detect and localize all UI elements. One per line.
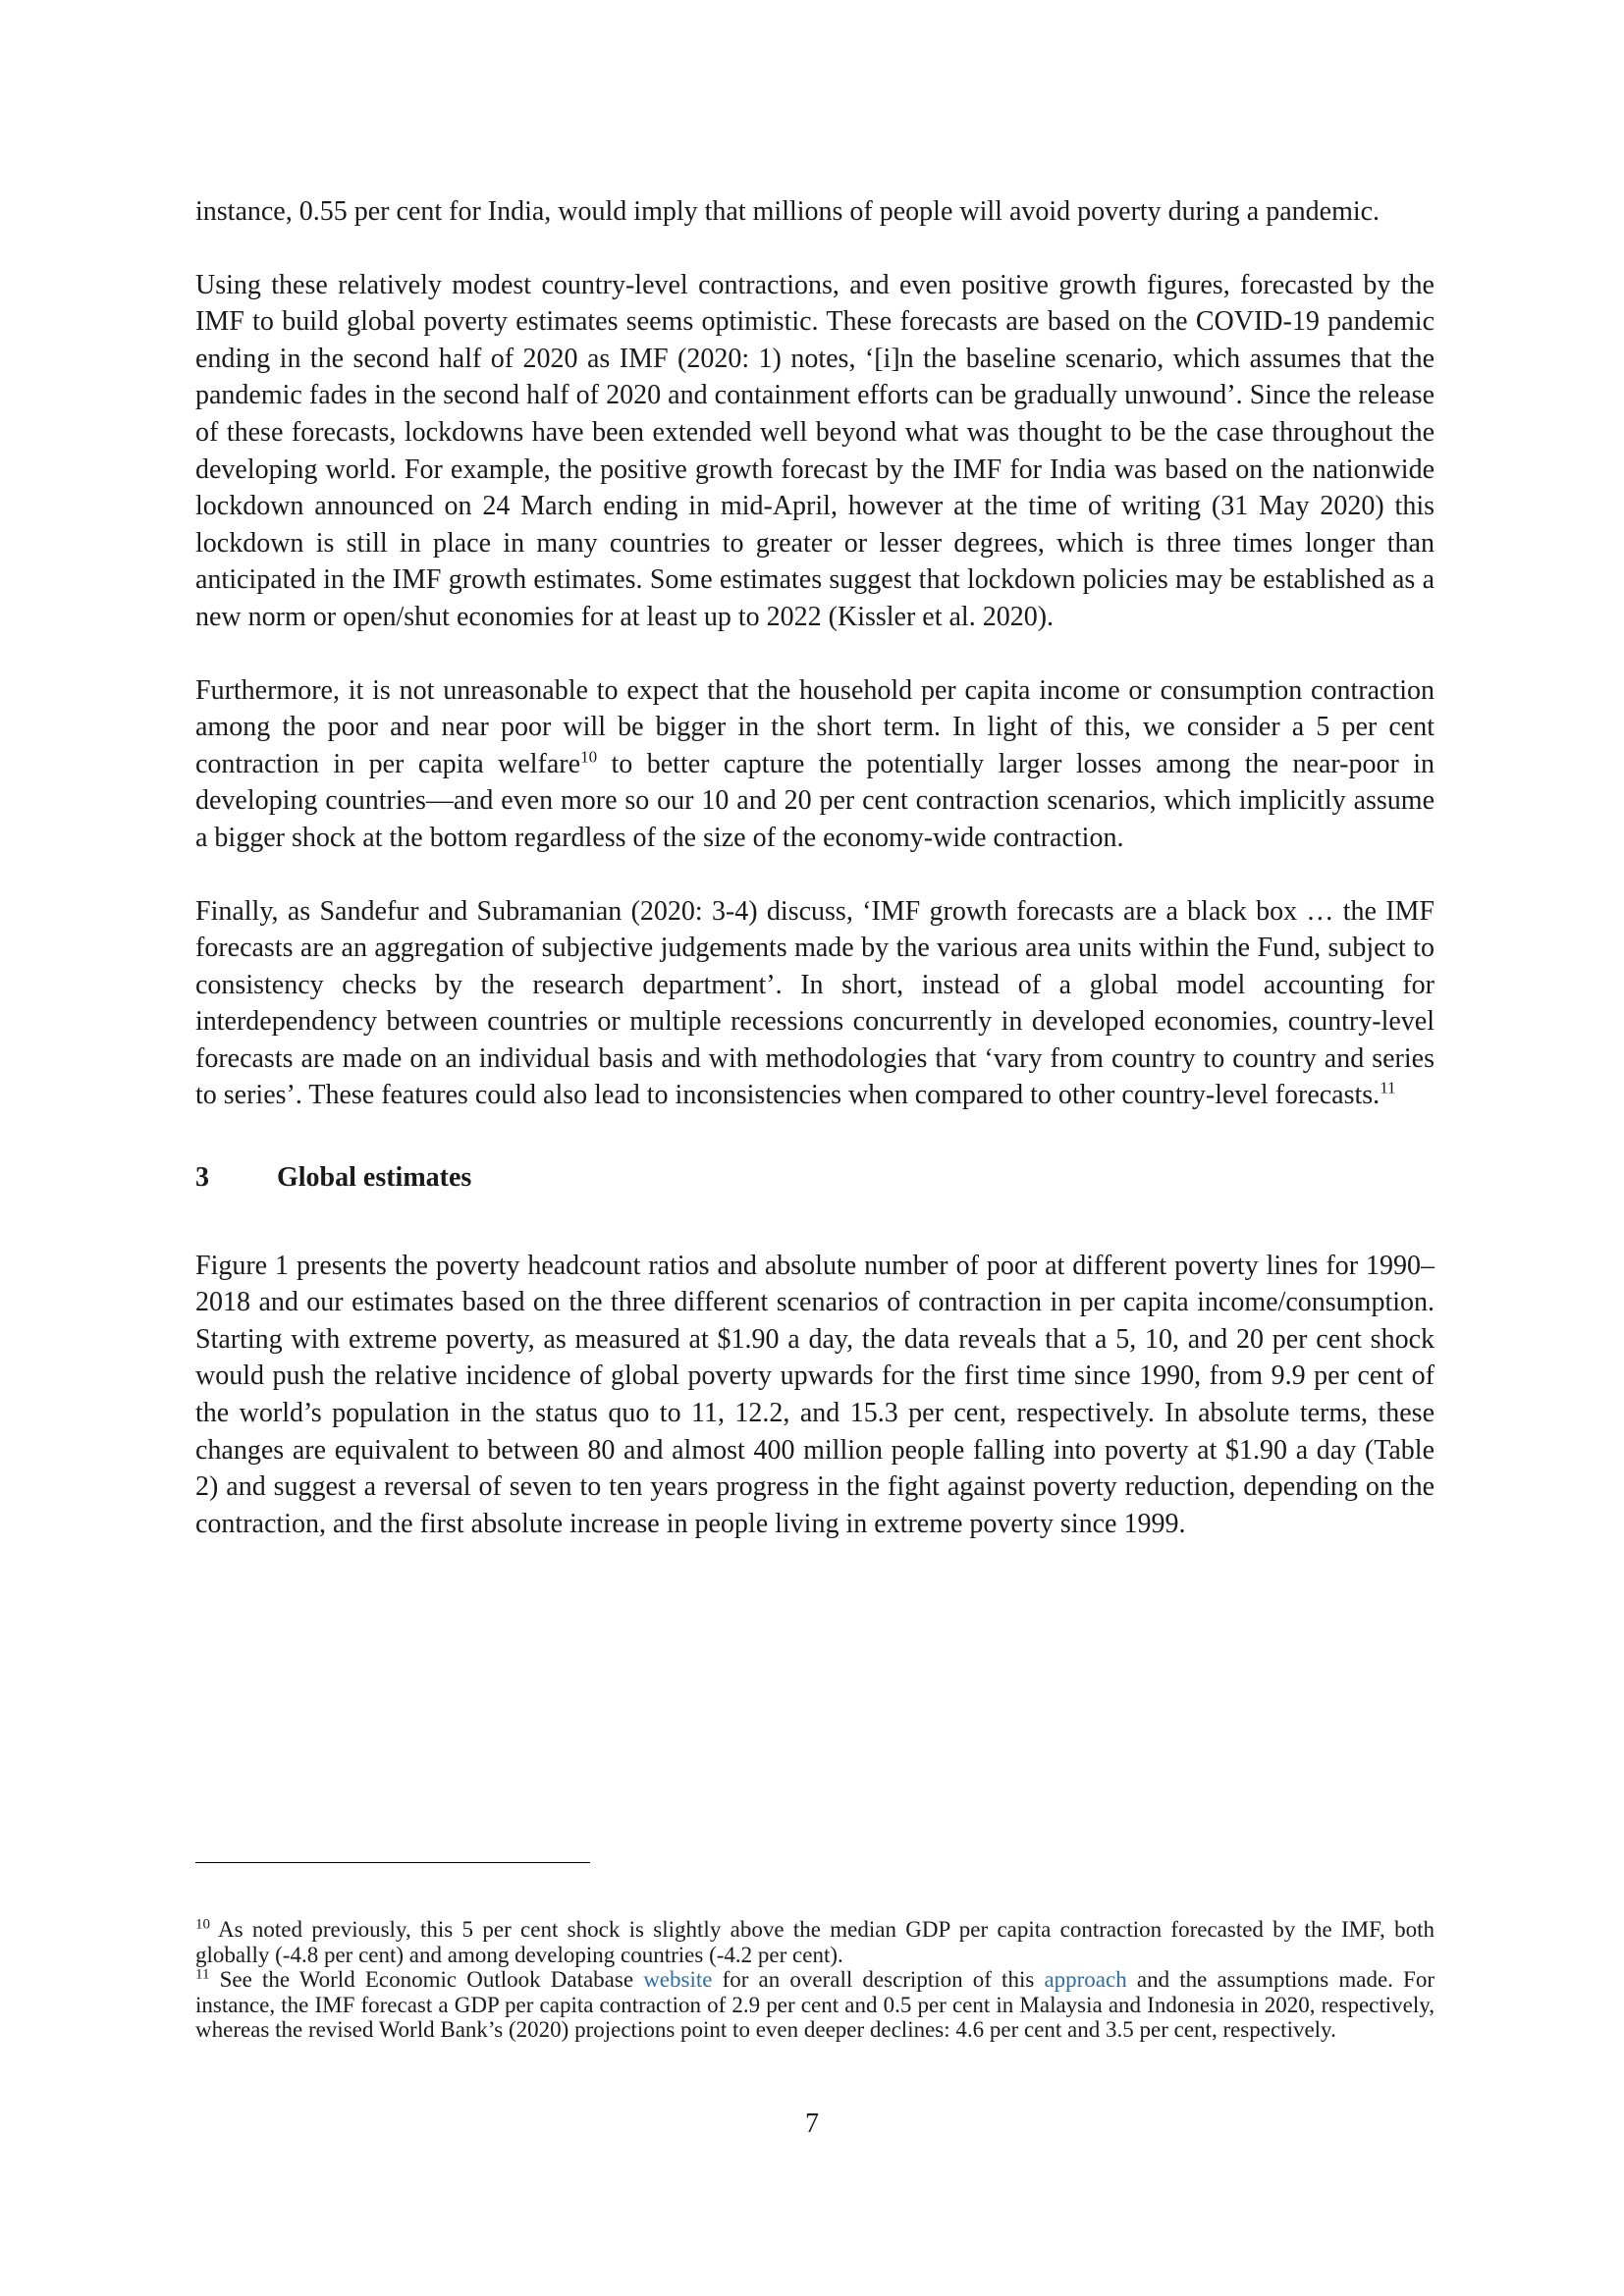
footnote-divider (195, 1862, 590, 1863)
footnote-11-text-a: See the World Economic Outlook Database (209, 1967, 644, 1992)
page-number: 7 (805, 2109, 819, 2139)
paragraph-1 (195, 193, 1435, 231)
footnote-10-number: 10 (195, 1916, 210, 1933)
paragraph-3 (195, 672, 1435, 857)
footnote-11 (195, 1967, 1435, 2043)
footnote-10 (195, 1917, 1435, 1967)
approach-link[interactable]: approach (1044, 1967, 1127, 1992)
section-title: Global estimates (277, 1162, 472, 1194)
footnotes (195, 1917, 1435, 2043)
paragraph-3-text-a: Furthermore, it is not unreasonable to expect that the household per capita income or consumption contraction among the poor and near poor will be bigger in the short term. In light of this, we consider a 5 per cent contraction in per capita welfare (195, 674, 1435, 779)
footnote-ref-11[interactable]: 11 (1380, 1079, 1396, 1098)
footnote-11-text-b: for an overall description of this (712, 1967, 1045, 1992)
paragraph-4-text: Finally, as Sandefur and Subramanian (2020: 3-4) discuss, ‘IMF growth forecasts are a black box … the IMF forecasts are an aggregation of subjective judgements made by the various area units within the Fund, subject to consistency checks by the research department’. In short, instead of a global model accounting for interdependency between countries or multiple recessions concurrently in developed economies, country-level forecasts are made on an individual basis and with methodologies that ‘vary from country to country and series to series’. These features could also lead to inconsistencies when compared to other country-level forecasts. (195, 895, 1435, 1111)
section-heading (195, 1159, 1435, 1197)
paragraph-2 (195, 267, 1435, 636)
paragraph-4 (195, 893, 1435, 1115)
paragraph-2-text: Using these relatively modest country-level contractions, and even positive growth figures, forecasted by the IMF to build global poverty estimates seems optimistic. These forecasts are based on the COVID-19 pandemic ending in the second half of 2020 as IMF (2020: 1) notes, ‘[i]n the baseline scenario, which assumes that the pandemic fades in the second half of 2020 and containment efforts can be gradually unwound’. Since the release of these forecasts, lockdowns have been extended well beyond what was thought to be the case throughout the developing world. For example, the positive growth forecast by the IMF for India was based on the nationwide lockdown announced on 24 March ending in mid-April, however at the time of writing (31 May 2020) this lockdown is still in place in many countries to greater or lesser degrees, which is three times longer than anticipated in the IMF growth estimates. Some estimates suggest that lockdown policies may be established as a new norm or open/shut economies for at least up to 2022 (Kissler et al. 2020). (195, 269, 1435, 632)
website-link[interactable]: website (643, 1967, 713, 1992)
section-spacer (195, 1197, 1435, 1248)
paragraph-1-text: instance, 0.55 per cent for India, would imply that millions of people will avoid poverty during a pandemic. (195, 196, 1380, 227)
paragraph-3-text-b: to better capture the potentially larger losses among the near-poor in developing countries—and even more so our 10 and 20 per cent contraction scenarios, which implicitly assume a bigger shock at the bottom regardless of the size of the economy-wide contraction. (195, 748, 1435, 853)
paragraph-5 (195, 1248, 1435, 1543)
section-number: 3 (195, 1162, 209, 1194)
paragraph-5-text: Figure 1 presents the poverty headcount ratios and absolute number of poor at different poverty lines for 1990–2018 and our estimates based on the three different scenarios of contraction in per capita income/consumption. Starting with extreme poverty, as measured at $1.90 a day, the data reveals that a 5, 10, and 20 per cent shock would push the relative incidence of global poverty upwards for the first time since 1990, from 9.9 per cent of the world’s population in the status quo to 11, 12.2, and 15.3 per cent, respectively. In absolute terms, these changes are equivalent to between 80 and almost 400 million people falling into poverty at $1.90 a day (Table 2) and suggest a reversal of seven to ten years progress in the fight against poverty reduction, depending on the contraction, and the first absolute increase in people living in extreme poverty since 1999. (195, 1250, 1435, 1539)
page-body (195, 193, 1435, 1578)
footnote-ref-10[interactable]: 10 (580, 747, 598, 767)
footnote-11-text-c: and the assumptions made. For instance, the IMF forecast a GDP per capita contraction of 2.9 per cent and 0.5 per cent in Malaysia and Indonesia in 2020, respectively, whereas the revised World Bank’s (2020) projections point to even deeper declines: 4.6 per cent and 3.5 per cent, respectively. (195, 1967, 1435, 2042)
footnote-11-number: 11 (195, 1966, 210, 1983)
footnote-10-text: As noted previously, this 5 per cent shock is slightly above the median GDP per capita contraction forecasted by the IMF, both globally (-4.8 per cent) and among developing countries (-4.2 per cent). (195, 1917, 1435, 1967)
